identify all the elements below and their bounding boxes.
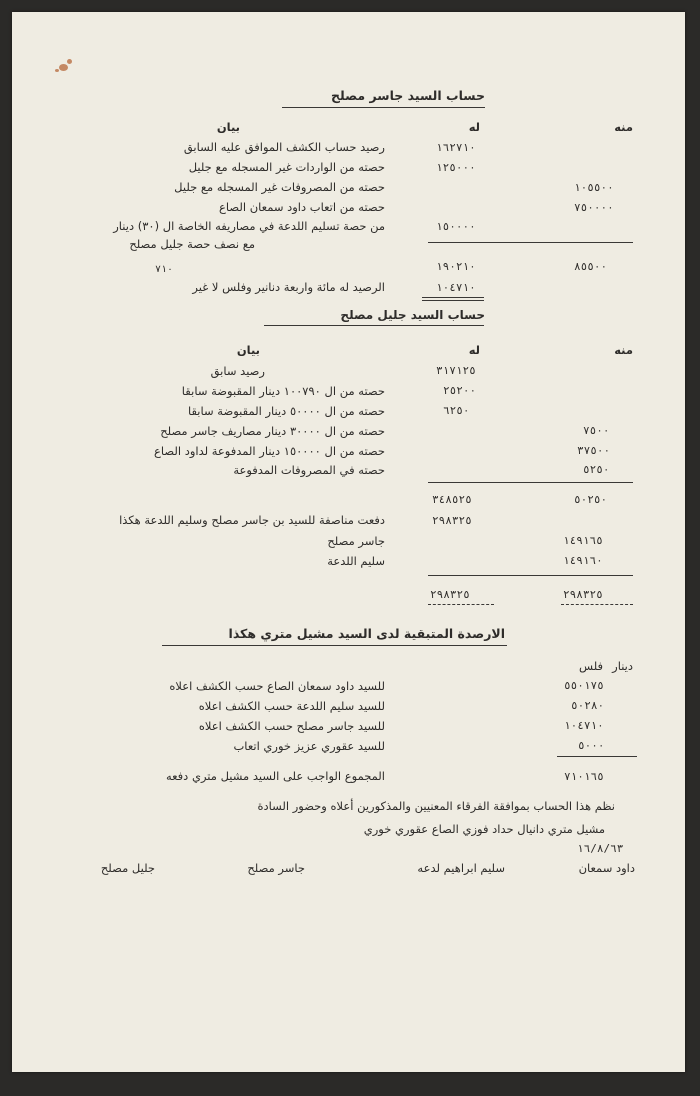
signature-dawud: داود سمعان — [578, 861, 635, 875]
col-lahu: له — [468, 343, 480, 357]
ink-stain — [67, 59, 72, 64]
s3-row-amount: ٥٠٢٨٠ — [571, 699, 605, 712]
title-underline — [162, 645, 507, 646]
s1-row-text: حصته من اتعاب داود سمعان الصاع — [219, 200, 385, 214]
s2-row-lahu: ٢٥٢٠٠ — [443, 384, 477, 397]
s1-row-lahu: ١٢٥٠٠٠ — [436, 161, 476, 174]
s2-total-lahu: ٣٤٨٥٢٥ — [432, 493, 472, 506]
s3-total-line — [557, 756, 637, 757]
s1-row-text: حصته من المصروفات غير المسجله مع جليل — [174, 180, 385, 194]
s2-row-lahu: ٣١٧١٢٥ — [436, 364, 476, 377]
section-title-jasir: حساب السيد جاسر مصلح — [331, 88, 485, 103]
s2-row-text: حصته من ال ٥٠٠٠٠ دينار المقبوضة سابقا — [187, 404, 385, 418]
s2-row-text: حصته من ال ١٠٠٧٩٠ دينار المقبوضة سابقا — [181, 384, 385, 398]
closing-note-line-1: نظم هذا الحساب بموافقة الفرقاء المعنيين والمذكورين أعلاه وحضور السادة — [257, 799, 615, 813]
col-lahu: له — [468, 120, 480, 134]
s3-row-text: للسيد جاسر مصلح حسب الكشف اعلاه — [198, 719, 385, 733]
s1-balance-double-line — [422, 297, 484, 301]
s2-person-name: سليم اللدعة — [327, 554, 385, 568]
s2-person-amount: ١٤٩١٦٠ — [563, 554, 603, 567]
s2-row-minhu: ٥٢٥٠ — [583, 463, 610, 476]
signature-jasir: جاسر مصلح — [247, 861, 305, 875]
s3-total-amount: ٧١٠١٦٥ — [564, 770, 604, 783]
currency-fils: فلس — [579, 659, 603, 673]
currency-dinar: دينار — [612, 659, 633, 673]
s2-person-amount: ١٤٩١٦٥ — [563, 534, 603, 547]
s1-row-minhu: ٧٥٠٠٠٠ — [574, 201, 614, 214]
s1-total-lahu: ١٩٠٢١٠ — [436, 260, 476, 273]
s3-row-text: للسيد داود سمعان الصاع حسب الكشف اعلاه — [169, 679, 385, 693]
s1-annotation: ٧١٠ — [155, 264, 174, 275]
s3-row-amount: ٥٥٠١٧٥ — [564, 679, 604, 692]
s1-balance-text: الرصيد له مائة واربعة دنانير وفلس لا غير — [192, 280, 385, 294]
col-minhu: منه — [614, 343, 633, 357]
title-underline — [264, 325, 484, 326]
s1-balance-amount: ١٠٤٧١٠ — [436, 281, 476, 294]
s2-final-lahu: ٢٩٨٣٢٥ — [430, 588, 470, 601]
s3-row-amount: ١٠٤٧١٠ — [564, 719, 604, 732]
s2-row-text: حصته من ال ١٥٠٠٠٠ دينار المدفوعة لداود الصاع — [154, 444, 385, 458]
s2-divide-text: دفعت مناصفة للسيد بن جاسر مصلح وسليم اللدعة هكذا — [119, 513, 385, 527]
ink-stain — [59, 64, 68, 71]
s2-row-text: حصته في المصروفات المدفوعة — [233, 463, 385, 477]
s2-person-name: جاسر مصلح — [327, 534, 385, 548]
s2-row-text: رصيد سابق — [210, 364, 265, 378]
ink-stain — [55, 69, 59, 72]
s3-row-text: للسيد سليم اللدعة حسب الكشف اعلاه — [198, 699, 385, 713]
s2-row-minhu: ٧٥٠٠ — [583, 424, 610, 437]
section-title-jalil: حساب السيد جليل مصلح — [340, 308, 485, 322]
section-title-balances: الارصدة المتبقية لدى السيد مشيل متري هكذا — [228, 626, 505, 641]
s3-row-text: للسيد عقوري عزيز خوري اتعاب — [233, 739, 385, 753]
document-page — [12, 12, 685, 1072]
s2-totals-line — [428, 482, 633, 483]
s2-row-minhu: ٣٧٥٠٠ — [577, 444, 611, 457]
s2-total-minhu: ٥٠٢٥٠ — [574, 493, 608, 506]
s1-row-minhu: ١٠٥٥٠٠ — [574, 181, 614, 194]
s2-final-line — [428, 575, 633, 576]
s2-row-text: حصته من ال ٣٠٠٠٠ دينار مصاريف جاسر مصلح — [160, 424, 385, 438]
s2-final-underline — [561, 604, 633, 605]
s2-row-lahu: ٦٢٥٠ — [443, 404, 470, 417]
s1-totals-line — [428, 242, 633, 243]
s2-final-underline — [428, 604, 494, 605]
s1-row-text: رصيد حساب الكشف الموافق عليه السابق — [183, 140, 385, 154]
s2-divide-amount: ٢٩٨٣٢٥ — [432, 514, 472, 527]
s1-row-text: حصته من الواردات غير المسجله مع جليل — [188, 160, 385, 174]
s3-total-text: المجموع الواجب على السيد مشيل متري دفعه — [165, 769, 385, 783]
col-bayan: بيان — [236, 343, 260, 357]
closing-note-line-2: مشيل متري دانيال حداد فوزي الصاع عقوري خوري — [363, 822, 605, 836]
s2-final-minhu: ٢٩٨٣٢٥ — [563, 588, 603, 601]
col-bayan: بيان — [216, 120, 240, 134]
title-underline — [282, 107, 485, 108]
document-date: ١٦/٨/٦٣ — [577, 842, 624, 855]
s1-row-lahu: ١٥٠٠٠٠ — [436, 220, 476, 233]
s1-row-text: من حصة تسليم اللدعة في مصاريفه الخاصة ال (٣٠) دينار — [113, 219, 385, 233]
s3-row-amount: ٥٠٠٠ — [578, 739, 605, 752]
s1-row-lahu: ١٦٢٧١٠ — [436, 141, 476, 154]
signature-jalil: جليل مصلح — [100, 861, 155, 875]
s1-row-text: مع نصف حصة جليل مصلح — [129, 237, 255, 251]
col-minhu: منه — [614, 120, 633, 134]
s1-total-minhu: ٨٥٥٠٠ — [574, 260, 608, 273]
signature-salim: سليم ابراهيم لدعه — [417, 861, 505, 875]
